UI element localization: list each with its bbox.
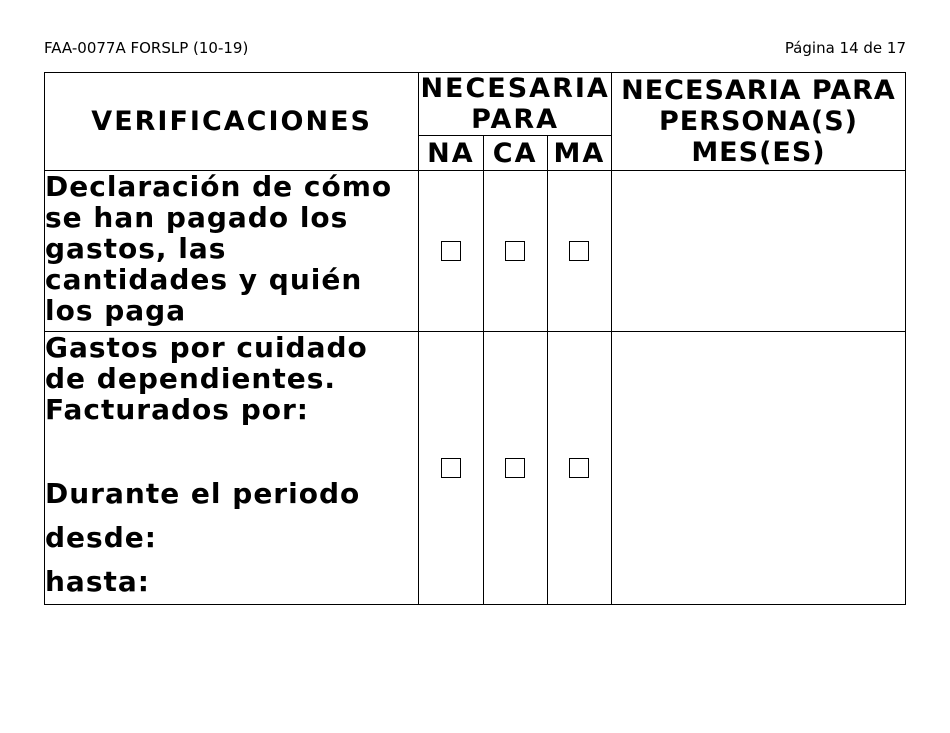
ca-cell: [483, 332, 547, 605]
na-cell: [419, 332, 483, 605]
ca-cell: [483, 171, 547, 332]
ma-header: MA: [547, 136, 611, 171]
na-checkbox[interactable]: [441, 458, 461, 478]
verification-description: Declaración de cómo se han pagado los gastos, las cantidades y quién los paga: [45, 171, 419, 332]
table-row: [45, 171, 906, 332]
periodo-label: Durante el periodo: [45, 477, 361, 510]
persona-mes-cell[interactable]: [611, 171, 905, 332]
verifications-table: [44, 72, 906, 605]
desde-label: desde:: [45, 521, 157, 554]
na-cell: [419, 171, 483, 332]
verificaciones-header: VERIFICACIONES: [45, 73, 419, 171]
page-number: Página 14 de 17: [784, 39, 906, 57]
ma-checkbox[interactable]: [569, 241, 589, 261]
dependent-care-text: Gastos por cuidado de dependientes. Facturados por:: [45, 331, 368, 426]
necesaria-para-header: NECESARIA PARA: [420, 73, 610, 135]
na-checkbox[interactable]: [441, 241, 461, 261]
form-id: FAA-0077A FORSLP (10-19): [44, 39, 249, 57]
persona-header-line2: PERSONA(S): [658, 106, 858, 137]
na-header: NA: [419, 136, 483, 171]
table-row: [45, 332, 906, 605]
ma-cell: [547, 171, 611, 332]
verification-description: [45, 332, 419, 605]
persona-mes-cell[interactable]: [611, 332, 905, 605]
persona-mes-header: [611, 73, 905, 171]
persona-header-line3: MES(ES): [691, 137, 826, 168]
persona-header-line1: NECESARIA PARA: [621, 75, 896, 106]
ca-checkbox[interactable]: [505, 241, 525, 261]
table-header-row: [45, 73, 906, 136]
ca-checkbox[interactable]: [505, 458, 525, 478]
ma-checkbox[interactable]: [569, 458, 589, 478]
ca-header: CA: [483, 136, 547, 171]
hasta-label: hasta:: [45, 565, 150, 598]
ma-cell: [547, 332, 611, 605]
